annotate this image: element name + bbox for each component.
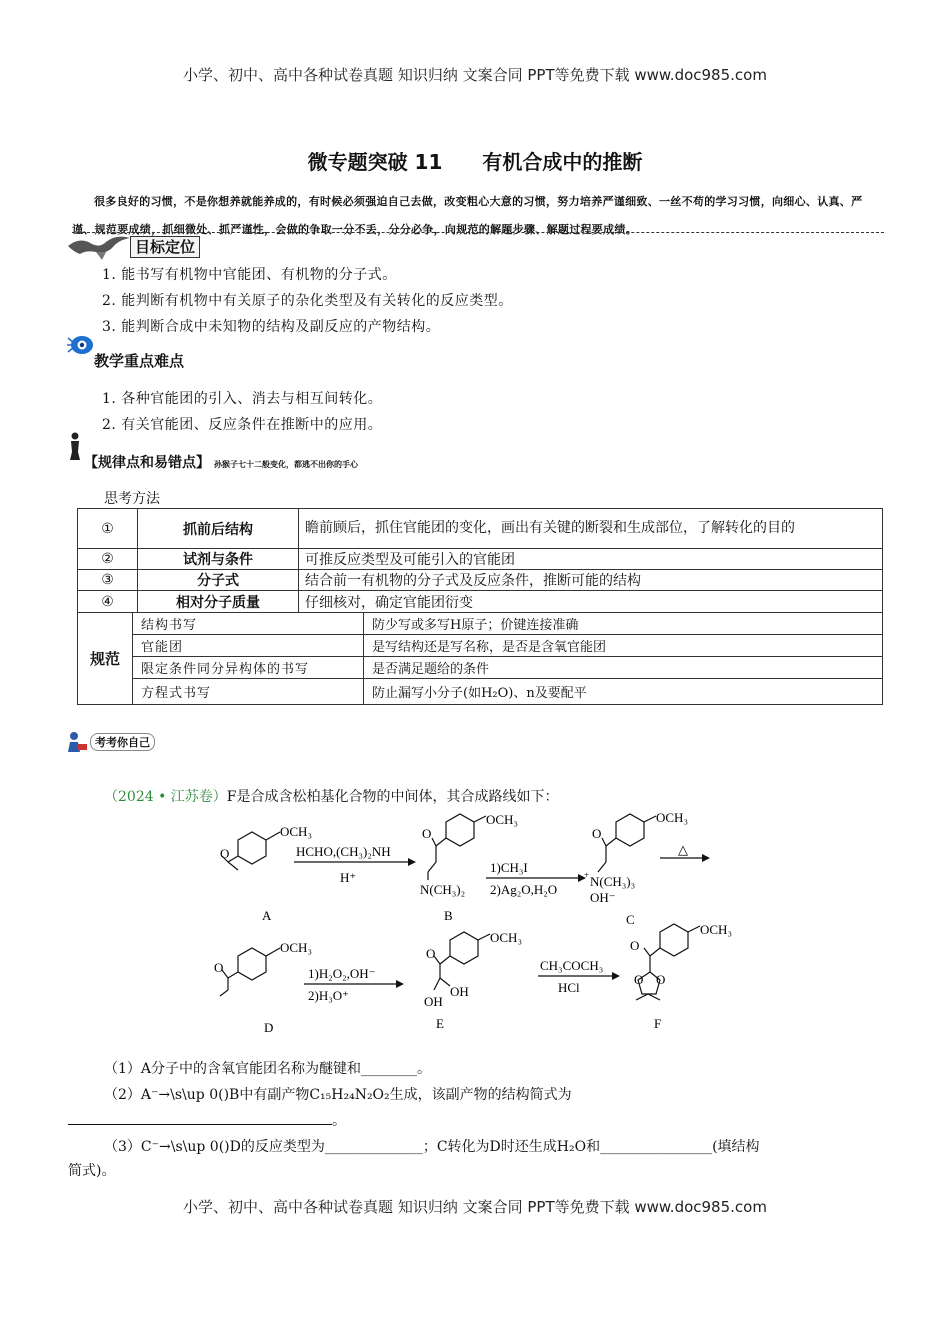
goal-item: 2. 能判断有机物中有关原子的杂化类型及有关转化的反应类型。: [102, 293, 513, 309]
table-row: [78, 613, 883, 635]
reagent-ef2: HCl: [558, 980, 580, 995]
nme3-label: N(CH₃)₃: [590, 874, 636, 889]
self-test-badge: [66, 730, 155, 754]
oxygen-label: O: [214, 960, 224, 975]
compound-label-d: D: [264, 1020, 274, 1035]
q3-arrow: ⁻→\s\up 0(): [151, 1139, 230, 1155]
och3-label: OCH₃: [280, 940, 312, 955]
motto-paragraph: 很多良好的习惯，不是你想养就能养成的，有时候必须强迫自己去做，改变粗心大意的习惯，努力培养严谨细致、一丝不苟的学习习惯，向细心、认真、严谨、规范要成绩，抓细微处、抓严谨性，会做的争取一分不丢，分分必争，向规范的解题步骤、解题过程要成绩。: [72, 195, 863, 236]
seagull-icon: [66, 232, 132, 262]
goal-item: 1. 能书写有机物中官能团、有机物的分子式。: [102, 267, 397, 283]
och3-label: OCH₃: [486, 812, 518, 827]
norm-item: 结构书写: [133, 613, 364, 635]
oxygen-label: O: [426, 946, 436, 961]
reagent-de1: 1)H₂O₂,OH⁻: [308, 966, 376, 981]
hydroxide-label: OH⁻: [590, 890, 616, 905]
eye-icon: [66, 334, 94, 356]
row-desc: 瞻前顾后，抓住官能团的变化，画出有关键的断裂和生成部位，了解转化的目的: [299, 509, 883, 549]
question-2: [104, 1084, 572, 1104]
norm-desc: 防少写或多写H原子；价键连接准确: [364, 613, 883, 635]
compound-label-f: F: [654, 1016, 662, 1031]
och3-label: OCH₃: [280, 824, 312, 839]
row-desc: 结合前一有机物的分子式及反应条件，推断可能的结构: [299, 570, 883, 591]
och3-label: OCH₃: [700, 922, 732, 937]
oxygen-label: O: [634, 972, 644, 987]
compound-label-c: C: [626, 912, 635, 927]
hydroxyl-label: OH: [424, 994, 443, 1009]
oxygen-label: O: [422, 826, 432, 841]
oxygen-label: O: [656, 972, 666, 987]
q2-end: 。: [332, 1113, 346, 1129]
row-number: ②: [78, 549, 138, 570]
key-point-item: 1. 各种官能团的引入、消去与相互间转化。: [102, 391, 383, 407]
reagent-bc1: 1)CH₃I: [490, 860, 528, 875]
oxygen-label: O: [630, 938, 640, 953]
question-1: （1）A分子中的含氧官能团名称为醚键和________。: [104, 1061, 432, 1077]
norm-item: 方程式书写: [133, 679, 364, 705]
compound-d-structure: [220, 948, 280, 996]
nme2-label: N(CH₃)₂: [420, 882, 466, 897]
norm-item: 限定条件同分异构体的书写: [133, 657, 364, 679]
key-points-label: 教学重点难点: [94, 352, 185, 370]
q2-arrow: ⁻→\s\up 0(): [151, 1087, 230, 1103]
plus-charge: +: [584, 870, 590, 880]
row-key: 分子式: [138, 570, 299, 591]
norms-label: 规范: [78, 613, 133, 705]
row-desc: 可推反应类型及可能引入的官能团: [299, 549, 883, 570]
table-row: [78, 549, 883, 570]
q3-part-c: 简式)。: [68, 1163, 116, 1179]
table-row: [78, 657, 883, 679]
norms-table: [77, 612, 883, 705]
arrow-head: [396, 980, 404, 988]
compound-label-b: B: [444, 908, 453, 923]
question-3: [104, 1136, 760, 1156]
page-header: 小学、初中、高中各种试卷真题 知识归纳 文案合同 PPT等免费下载 www.doc985.com: [183, 66, 767, 84]
reagent-ab-cond: H⁺: [340, 870, 357, 885]
oxygen-label: O: [220, 846, 230, 861]
compound-e-structure: [434, 932, 490, 990]
table-row: [78, 570, 883, 591]
compound-label-a: A: [262, 908, 272, 923]
heat-symbol: △: [678, 842, 688, 857]
norm-desc: 是写结构还是写名称，是否是含氧官能团: [364, 635, 883, 657]
norm-desc: 防止漏写小分子(如H₂O)、n及要配平: [364, 679, 883, 705]
thinker-icon: [66, 432, 84, 462]
title-part2: 有机合成中的推断: [482, 150, 643, 174]
title-part1: 微专题突破 11: [307, 150, 443, 174]
q2-part-b: B中有副产物C₁₅H₂₄N₂O₂生成，该副产物的结构简式为: [229, 1087, 572, 1103]
compound-a-structure: [222, 832, 280, 870]
row-key: 抓前后结构: [138, 509, 299, 549]
compound-f-structure: [636, 924, 700, 1000]
reagent-bc2: 2)Ag₂O,H₂O: [490, 882, 558, 897]
student-icon: [66, 730, 88, 754]
q3-part-a: （3）C: [104, 1139, 152, 1155]
compound-b-structure: [428, 814, 486, 880]
question-source: （2024 • 江苏卷）: [104, 789, 227, 805]
thinking-caption: 思考方法: [104, 491, 160, 507]
row-key: 相对分子质量: [138, 591, 299, 613]
page-title: [0, 146, 950, 175]
arrow-head: [702, 854, 710, 862]
table-row: [78, 635, 883, 657]
table-row: [78, 591, 883, 613]
table-row: [78, 509, 883, 549]
table-row: [78, 679, 883, 705]
page-footer: 小学、初中、高中各种试卷真题 知识归纳 文案合同 PPT等免费下载 www.doc985.com: [183, 1198, 767, 1216]
hydroxyl-label: OH: [450, 984, 469, 999]
norm-desc: 是否满足题给的条件: [364, 657, 883, 679]
answer-blank[interactable]: [68, 1110, 332, 1125]
rules-sub: 孙猴子七十二般变化，都逃不出你的手心: [214, 460, 358, 469]
arrow-head: [612, 972, 620, 980]
question-stem: F是合成含松柏基化合物的中间体，其合成路线如下：: [226, 789, 559, 805]
dashed-divider: [72, 232, 884, 233]
reagent-ab: HCHO,(CH₃)₂NH: [296, 844, 391, 859]
arrow-head: [408, 858, 416, 866]
self-test-label: 考考你自己: [90, 733, 155, 751]
reagent-ef1: CH₃COCH₃: [540, 958, 604, 973]
norm-item: 官能团: [133, 635, 364, 657]
key-point-item: 2. 有关官能团、反应条件在推断中的应用。: [102, 417, 383, 433]
goal-item: 3. 能判断合成中未知物的结构及副反应的产物结构。: [102, 319, 441, 335]
synthesis-scheme: [200, 800, 920, 1040]
compound-c-structure: [598, 814, 656, 872]
goals-label: 目标定位: [130, 236, 200, 258]
row-key: 试剂与条件: [138, 549, 299, 570]
q3-part-b: D的反应类型为______________；C转化为D时还生成H₂O和________________(填结构: [229, 1139, 760, 1155]
rules-label: 【规律点和易错点】: [84, 455, 210, 471]
oxygen-label: O: [592, 826, 602, 841]
row-number: ③: [78, 570, 138, 591]
thinking-table: [77, 508, 883, 613]
row-number: ①: [78, 509, 138, 549]
och3-label: OCH₃: [656, 810, 688, 825]
reagent-de2: 2)H₃O⁺: [308, 988, 349, 1003]
row-desc: 仔细核对，确定官能团衍变: [299, 591, 883, 613]
row-number: ④: [78, 591, 138, 613]
och3-label: OCH₃: [490, 930, 522, 945]
compound-label-e: E: [436, 1016, 444, 1031]
q2-part-a: （2）A: [104, 1087, 152, 1103]
